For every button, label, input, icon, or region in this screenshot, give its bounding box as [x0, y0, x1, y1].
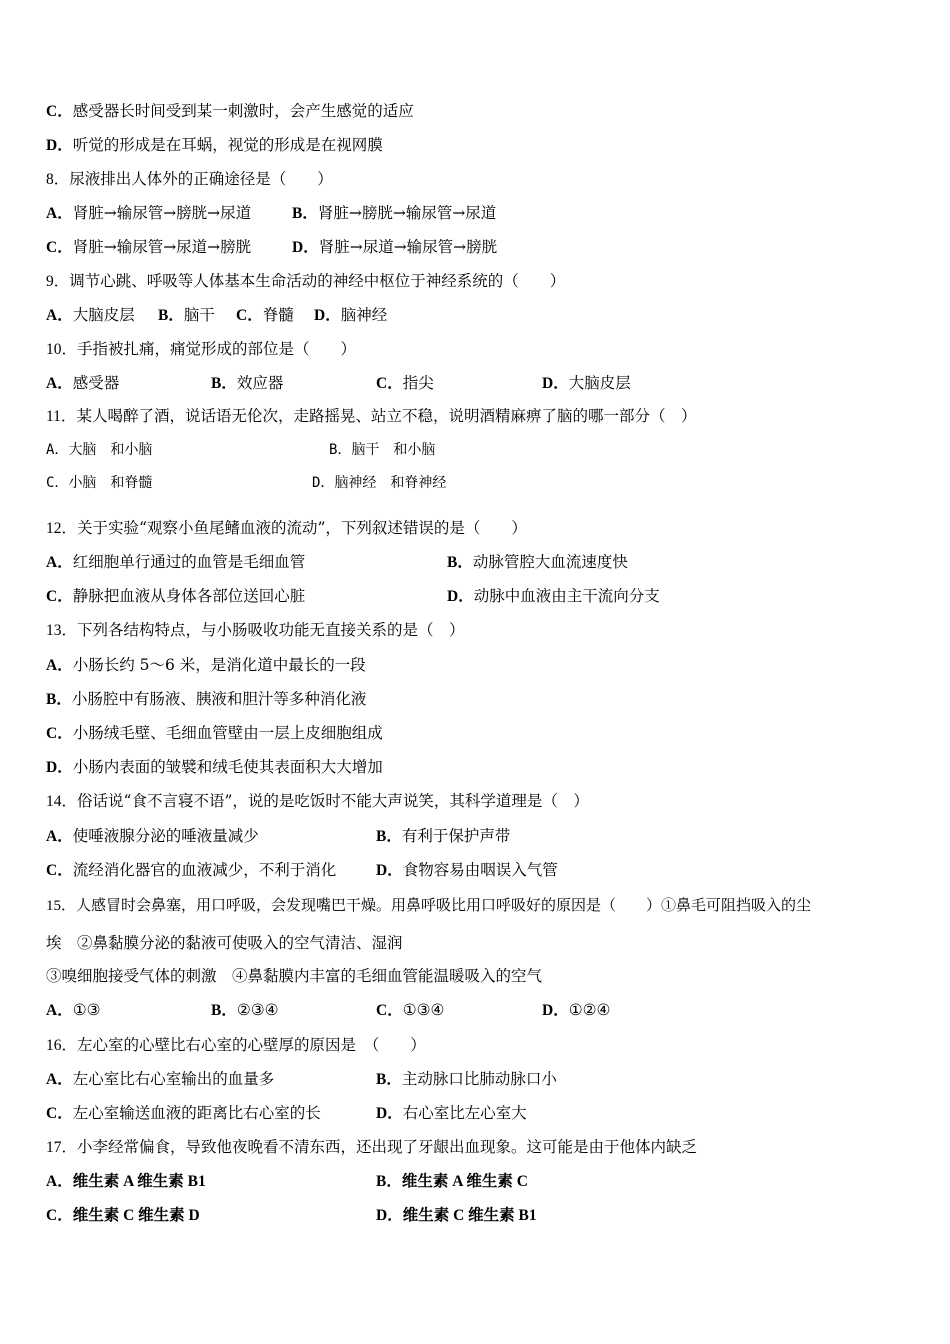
option-label: C． — [46, 1105, 73, 1122]
q15-text-continued — [46, 933, 403, 953]
option-text: 大脑皮层 — [568, 374, 631, 392]
option-label: D． — [46, 759, 73, 776]
option-text: 小肠绒毛壁、毛细血管壁由一层上皮细胞组成 — [72, 724, 383, 742]
q13-option-c — [46, 723, 383, 744]
option-text: 维生素 C 维生素 B1 — [402, 1207, 537, 1224]
option-label: A． — [46, 554, 73, 571]
option-text: ②③④ — [236, 1001, 279, 1019]
option-text: 大脑皮层 — [72, 306, 135, 324]
option-label: D． — [542, 375, 569, 392]
option-text: 食物容易由咽误入气管 — [402, 861, 558, 879]
option-text: 效应器 — [236, 374, 284, 392]
option-label: A． — [46, 657, 73, 674]
option-text: 小肠长约 5～6 米，是消化道中最长的一段 — [72, 656, 366, 674]
option-label: D． — [376, 1105, 403, 1122]
q10-options — [46, 373, 631, 394]
option-label: B． — [158, 307, 184, 324]
option-text: 动脉管腔大血流速度快 — [472, 553, 628, 571]
option-text: 听觉的形成是在耳蜗，视觉的形成是在视网膜 — [72, 136, 383, 154]
q17-options-ab — [46, 1171, 529, 1192]
q13-option-d — [46, 757, 383, 778]
question-number: 8． — [46, 171, 70, 188]
option-label: C． — [46, 239, 73, 256]
option-text: 维生素 C 维生素 D — [72, 1207, 200, 1224]
option-label: C． — [46, 588, 73, 605]
question-12 — [46, 518, 527, 539]
option-text: ①③ — [72, 1001, 101, 1019]
option-text: 大脑 和小脑 — [68, 442, 153, 458]
question-11 — [46, 406, 696, 427]
question-number: 16． — [46, 1037, 78, 1054]
question-number: 15． — [46, 898, 77, 914]
option-text: 左心室输送血液的距离比右心室的长 — [72, 1104, 321, 1122]
option-label: B． — [376, 1071, 402, 1088]
question-number: 17． — [46, 1139, 78, 1156]
question-number: 14． — [46, 793, 78, 810]
option-text: 脑干 和小脑 — [351, 442, 436, 458]
q17-options-cd — [46, 1205, 537, 1226]
option-label: C． — [376, 1002, 403, 1019]
q16-options-ab — [46, 1069, 557, 1090]
option-label: D． — [376, 1207, 403, 1224]
option-text: 使唾液腺分泌的唾液量减少 — [72, 827, 259, 845]
question-number: 12． — [46, 520, 78, 537]
option-label: C． — [376, 375, 403, 392]
q12-options-cd — [46, 586, 660, 607]
option-text: 流经消化器官的血液减少，不利于消化 — [72, 861, 337, 879]
option-text: 小肠内表面的皱襞和绒毛使其表面积大大增加 — [72, 758, 383, 776]
q11-options-ab — [46, 440, 436, 460]
option-label: A． — [46, 375, 73, 392]
option-label: A． — [46, 828, 73, 845]
option-label: D． — [376, 862, 403, 879]
question-16 — [46, 1035, 426, 1056]
option-text: 感受器长时间受到某一刺激时，会产生感觉的适应 — [72, 102, 414, 120]
question-9 — [46, 271, 565, 292]
question-number: 9． — [46, 273, 70, 290]
q16-options-cd — [46, 1103, 527, 1124]
option-label: B． — [46, 691, 72, 708]
option-label: B． — [211, 375, 237, 392]
option-text: 小脑 和脊髓 — [68, 475, 153, 491]
question-text: 左心室的心壁比右心室的心壁厚的原因是 （ ） — [77, 1036, 426, 1054]
question-10 — [46, 339, 356, 360]
option-text: 静脉把血液从身体各部位送回心脏 — [72, 587, 306, 605]
q14-options-ab — [46, 826, 511, 847]
option-text: 肾脏→输尿管→膀胱→尿道 — [72, 204, 252, 222]
question-text: 俗话说“食不言寝不语”，说的是吃饭时不能大声说笑，其科学道理是（ ） — [77, 792, 589, 810]
option-label: D． — [46, 137, 73, 154]
question-text: 调节心跳、呼吸等人体基本生命活动的神经中枢位于神经系统的（ ） — [69, 272, 566, 290]
option-text: 脑干 — [183, 306, 215, 324]
option-text: 维生素 A 维生素 C — [401, 1173, 529, 1190]
question-text: 尿液排出人体外的正确途径是（ ） — [69, 170, 333, 188]
option-label: C． — [46, 725, 73, 742]
q7-option-c — [46, 101, 414, 122]
option-text: 动脉中血液由主干流向分支 — [473, 587, 660, 605]
option-label: A． — [46, 307, 73, 324]
q13-option-a — [46, 655, 366, 676]
option-text: ①②④ — [568, 1001, 611, 1019]
question-text: 下列各结构特点，与小肠吸收功能无直接关系的是（ ） — [77, 621, 465, 639]
q8-options-ab — [46, 203, 497, 224]
question-17 — [46, 1137, 697, 1158]
option-text: 肾脏→尿道→输尿管→膀胱 — [318, 238, 498, 256]
option-text: 维生素 A 维生素 B1 — [72, 1173, 206, 1190]
option-text: 肾脏→膀胱→输尿管→尿道 — [317, 204, 497, 222]
option-label: B． — [211, 1002, 237, 1019]
option-label: C． — [236, 307, 263, 324]
q13-option-b — [46, 689, 366, 710]
question-number: 11． — [46, 408, 77, 425]
option-text: 肾脏→输尿管→尿道→膀胱 — [72, 238, 252, 256]
option-text: 红细胞单行通过的血管是毛细血管 — [72, 553, 306, 571]
question-8 — [46, 169, 333, 190]
option-text: 左心室比右心室输出的血量多 — [72, 1070, 275, 1088]
option-text: 有利于保护声带 — [401, 827, 511, 845]
option-label: C． — [46, 103, 73, 120]
question-13 — [46, 620, 465, 641]
option-text: 指尖 — [402, 374, 434, 392]
q8-options-cd — [46, 237, 498, 258]
option-label: A． — [46, 1002, 73, 1019]
option-label: D． — [314, 307, 341, 324]
option-label: C． — [46, 862, 73, 879]
option-text: 脊髓 — [262, 306, 294, 324]
q15-text-continued-2 — [46, 966, 542, 986]
option-label: B． — [329, 442, 352, 458]
option-label: C． — [46, 475, 69, 491]
question-text: 埃 ②鼻黏膜分泌的黏液可使吸入的空气清洁、湿润 — [46, 934, 403, 952]
option-label: B． — [447, 554, 473, 571]
option-label: D． — [292, 239, 319, 256]
question-text: ③嗅细胞接受气体的刺激 ④鼻黏膜内丰富的毛细血管能温暖吸入的空气 — [46, 967, 543, 985]
q14-options-cd — [46, 860, 558, 881]
question-text: 小李经常偏食，导致他夜晚看不清东西，还出现了牙龈出血现象。这可能是由于他体内缺乏 — [77, 1138, 698, 1156]
option-label: D． — [312, 475, 335, 491]
option-label: B． — [376, 1173, 402, 1190]
question-number: 10． — [46, 341, 78, 358]
option-text: 感受器 — [72, 374, 120, 392]
q9-options — [46, 305, 388, 326]
option-label: A． — [46, 1173, 73, 1190]
option-label: A． — [46, 205, 73, 222]
option-text: 右心室比左心室大 — [402, 1104, 527, 1122]
question-text: 某人喝醉了酒，说话语无伦次，走路摇晃、站立不稳，说明酒精麻痹了脑的哪一部分（ ） — [76, 407, 697, 425]
q15-options — [46, 1000, 611, 1021]
q11-options-cd — [46, 473, 447, 493]
question-15 — [46, 895, 811, 916]
option-label: B． — [292, 205, 318, 222]
q12-options-ab — [46, 552, 628, 573]
option-text: 脑神经 — [340, 306, 388, 324]
option-label: C． — [46, 1207, 73, 1224]
question-14 — [46, 791, 589, 812]
option-text: 脑神经 和脊神经 — [334, 475, 447, 491]
option-label: D． — [447, 588, 474, 605]
q7-option-d — [46, 135, 383, 156]
option-label: A． — [46, 442, 69, 458]
question-text: 人感冒时会鼻塞，用口呼吸，会发现嘴巴干燥。用鼻呼吸比用口呼吸好的原因是（ ）①鼻毛可阻挡吸入的尘 — [76, 896, 812, 914]
option-label: B． — [376, 828, 402, 845]
question-number: 13． — [46, 622, 78, 639]
option-label: D． — [542, 1002, 569, 1019]
option-label: A． — [46, 1071, 73, 1088]
option-text: 主动脉口比肺动脉口小 — [401, 1070, 557, 1088]
option-text: ①③④ — [402, 1001, 445, 1019]
option-text: 小肠腔中有肠液、胰液和胆汁等多种消化液 — [71, 690, 367, 708]
question-text: 手指被扎痛，痛觉形成的部位是（ ） — [77, 340, 357, 358]
question-text: 关于实验“观察小鱼尾鳍血液的流动”，下列叙述错误的是（ ） — [77, 519, 527, 537]
